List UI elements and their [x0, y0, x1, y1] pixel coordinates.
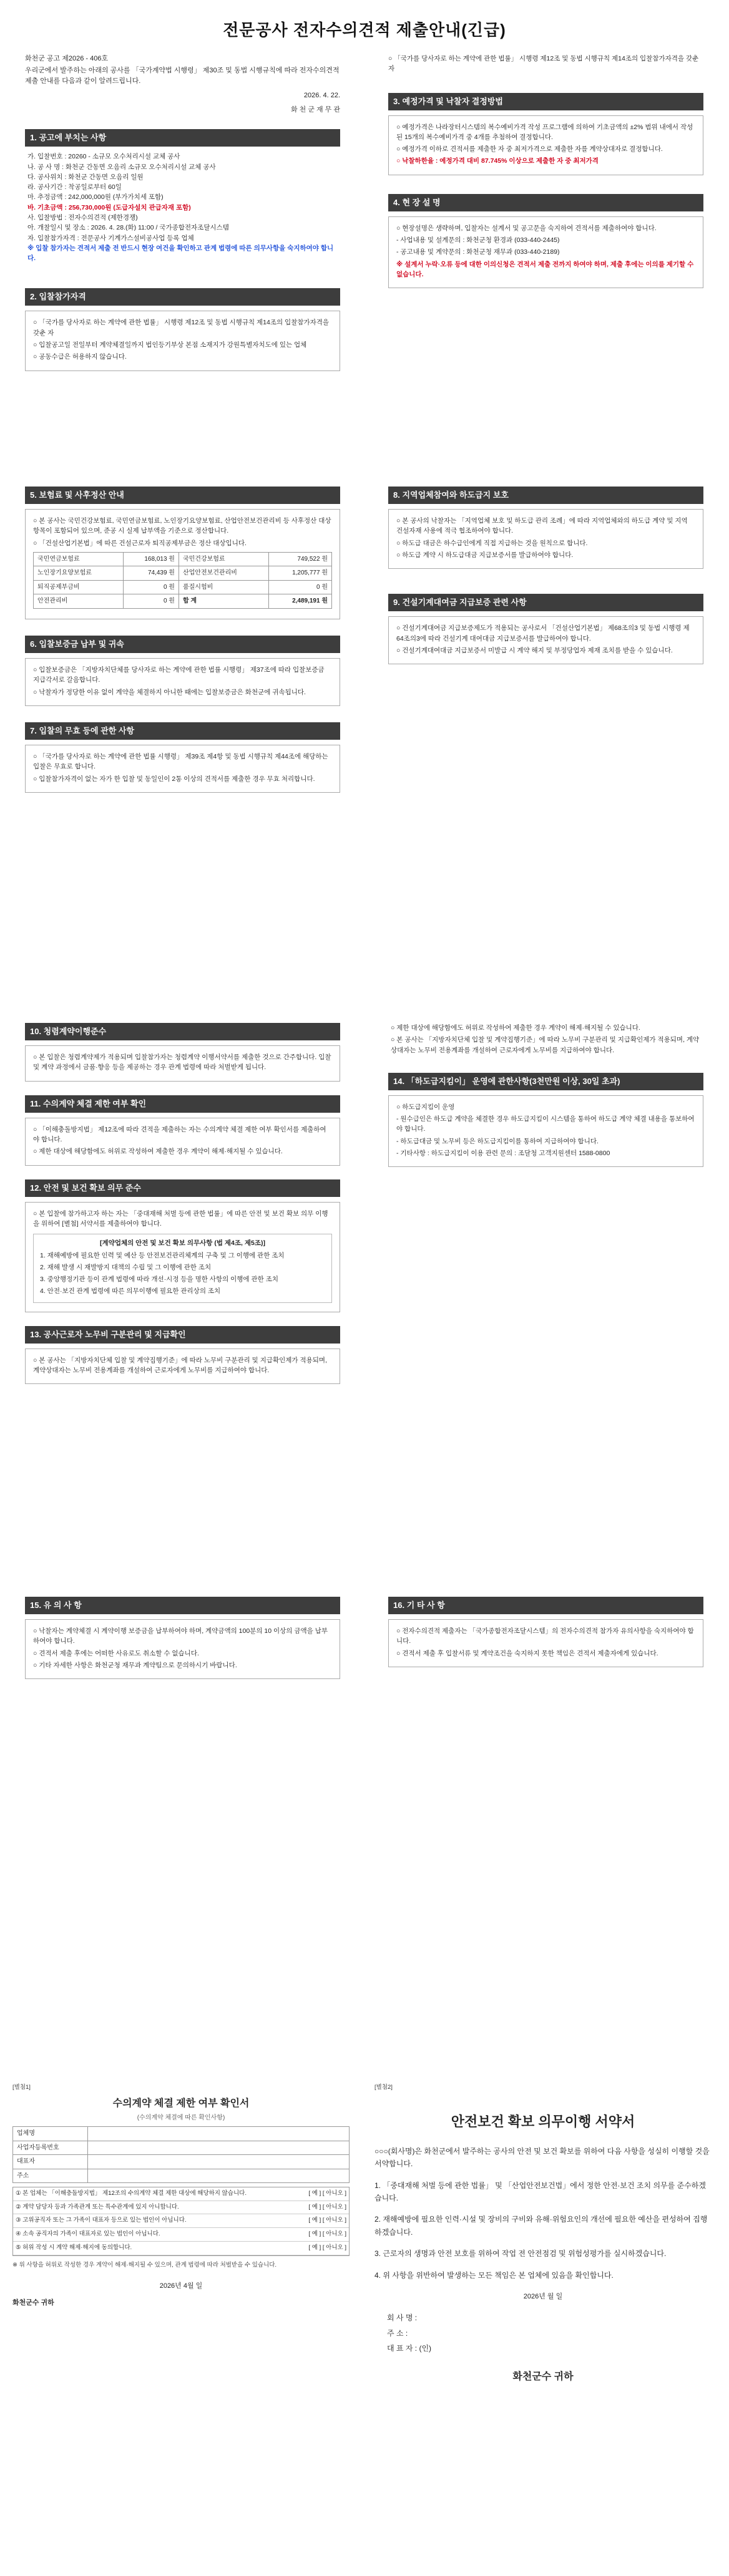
section-line: ○ 하도급 대금은 하수급인에게 직접 지급하는 것을 원칙으로 합니다. [396, 539, 588, 547]
left-column-top [25, 54, 340, 371]
section-line: ○ 제한 대상에 해당함에도 허위로 작성하여 제출한 경우 계약이 해제·해지될 수 있습니다. [33, 1148, 283, 1156]
section-line: ○ 낙찰자는 계약체결 시 계약이행 보증금을 납부하여야 하며, 계약금액의 100분의 10 이상의 금액을 납부하여야 합니다. [33, 1627, 328, 1645]
section-line: 라. 공사기간 : 착공일로부터 60일 [27, 183, 122, 191]
table-cell: 0 원 [124, 594, 179, 609]
table-row [13, 2169, 350, 2183]
section-line: ○ 공동수급은 허용하지 않습니다. [33, 353, 127, 361]
field-value[interactable] [88, 2169, 350, 2183]
duty-item: 1. 재해예방에 필요한 인력 및 예산 등 안전보건관리체계의 구축 및 그 이행에 관한 조치 [40, 1251, 285, 1259]
section-3 [388, 93, 703, 175]
section-8 [388, 487, 703, 569]
right-column-mid [388, 487, 703, 664]
section-body [388, 509, 703, 569]
section-body [388, 216, 703, 288]
pledge-recipient: 화천군수 귀하 [512, 2371, 574, 2382]
check-text: ③ 고위공직자 또는 그 가족이 대표자 등으로 있는 법인이 아닙니다. [16, 2217, 187, 2224]
section-continuation [388, 54, 703, 74]
right-column-page2-lower [388, 1597, 703, 1667]
section-line: ○ 본 공사는 「지방자치단체 입찰 및 계약집행기준」에 따라 노무비 구분관리 및 지급확인제가 적용되며, 계약상대자는 노무비 전용계좌를 개설하여 근로자에게 노무비를 지급하여야 합니다. [391, 1036, 700, 1054]
table-row [34, 566, 332, 581]
section-line: ○ 「국가를 당사자로 하는 계약에 관한 법률」 시행령 제12조 및 동법 시행규칙 제14조의 입찰참가자격을 갖춘 자 [33, 319, 330, 337]
yes-no-checkbox[interactable]: [ 예 ] [ 아니오 ] [308, 2230, 346, 2238]
section-line: ○ 낙찰자가 정당한 이유 없이 계약을 체결하지 아니한 때에는 입찰보증금은 화천군에 귀속됩니다. [33, 688, 306, 696]
yes-no-checkbox[interactable]: [ 예 ] [ 아니오 ] [308, 2203, 346, 2210]
section-6 [25, 636, 340, 706]
table-row [34, 594, 332, 609]
table-cell: 2,489,191 원 [269, 594, 332, 609]
section-heading: 15. 유 의 사 항 [25, 1597, 340, 1614]
section-heading: 14. 「하도급지킴이」 운영에 관한사항(3천만원 이상, 30일 초과) [388, 1073, 703, 1090]
section-line: ○ 전자수의견적 제출자는 「국가종합전자조달시스템」의 전자수의견적 참가자 유의사항을 숙지하여야 합니다. [396, 1627, 694, 1645]
section-line: ○ 「국가를 당사자로 하는 계약에 관한 법률」 시행령 제12조 및 동법 시행규칙 제14조의 입찰참가자격을 갖춘 자 [388, 55, 699, 73]
section-2 [25, 288, 340, 370]
field-label: 대표자 [13, 2155, 88, 2169]
table-cell: 168,013 원 [124, 552, 179, 566]
pledge-date: 2026년 월 일 [523, 2292, 563, 2300]
section-line: ○ 제한 대상에 해당함에도 허위로 작성하여 제출한 경우 계약이 해제·해지될 수 있습니다. [391, 1024, 640, 1032]
attachment-label: [별첨2] [374, 2084, 393, 2091]
attachment-1 [12, 2083, 350, 2308]
section-7 [25, 722, 340, 793]
table-cell: 합 계 [179, 594, 268, 609]
intro-issuer: 화 천 군 재 무 관 [290, 106, 340, 114]
section-heading: 6. 입찰보증금 납부 및 귀속 [25, 636, 340, 653]
duty-item: 3. 중앙행정기관 등이 관계 법령에 따라 개선·시정 등을 명한 사항의 이행에 관한 조치 [40, 1276, 278, 1284]
section-warning: ※ 설계서 누락·오류 등에 대한 이의신청은 견적서 제출 전까지 하여야 하며, 제출 후에는 이의를 제기할 수 없습니다. [396, 260, 694, 278]
table-row [34, 552, 332, 566]
form-recipient: 화천군수 귀하 [12, 2299, 54, 2307]
check-row [13, 2201, 349, 2215]
section-line: 바. 기초금액 : 256,730,000원 (도급자설치 관급자재 포함) [27, 203, 191, 211]
section-body [388, 616, 703, 664]
check-list [12, 2187, 350, 2256]
check-text: ⑤ 허위 작성 시 계약 해제·해지에 동의합니다. [16, 2244, 132, 2251]
section-line: 아. 개찰일시 및 장소 : 2026. 4. 28.(화) 11:00 / 국가종합전자조달시스템 [27, 224, 229, 232]
section-heading: 8. 지역업체참여와 하도급지 보호 [388, 487, 703, 504]
section-body [25, 1619, 340, 1679]
right-column-page2 [388, 1023, 703, 1167]
section-line: - 원수급인은 하도급 계약을 체결한 경우 하도급지킴이 시스템을 통하여 하도급 계약 체결 내용을 통보하여야 합니다. [396, 1115, 695, 1133]
table-row [13, 2141, 350, 2155]
table-cell: 749,522 원 [269, 552, 332, 566]
section-13 [25, 1326, 340, 1385]
table-cell: 74,439 원 [124, 566, 179, 581]
check-row [13, 2214, 349, 2228]
check-text: ① 본 업체는 「이해충돌방지법」 제12조의 수의계약 체결 제한 대상에 해당하지 않습니다. [16, 2190, 247, 2197]
duty-box [33, 1234, 332, 1302]
section-10 [25, 1023, 340, 1082]
field-label: 사업자등록번호 [13, 2141, 88, 2155]
section-line: ○ 입찰보증금은 「지방자치단체를 당사자로 하는 계약에 관한 법률 시행령」 제37조에 따라 입찰보증금 지급각서로 갈음합니다. [33, 666, 325, 684]
check-text: ④ 소속 공직자의 가족이 대표자로 있는 법인이 아닙니다. [16, 2230, 160, 2238]
section-15 [25, 1597, 340, 1679]
section-line: ○ 본 입찰은 청렴계약제가 적용되며 입찰참가자는 청렴계약 이행서약서를 제출한 것으로 간주합니다. 입찰 및 계약 과정에서 금품·향응 등을 제공하는 경우 관계 법령에 따라 처벌받게 됩니다. [33, 1053, 331, 1072]
section-line: ○ 본 공사의 낙찰자는 「지역업체 보호 및 하도급 관리 조례」에 따라 지역업체와의 하도급 계약 및 지역 건설자재 사용에 적극 협조하여야 합니다. [396, 517, 688, 535]
pledge-paragraph: 4. 위 사항을 위반하여 발생하는 모든 책임은 본 업체에 있음을 확인합니다. [374, 2270, 614, 2280]
field-value[interactable] [88, 2141, 350, 2155]
field-label: 업체명 [13, 2127, 88, 2141]
section-line: ○ 현장설명은 생략하며, 입찰자는 설계서 및 공고문을 숙지하여 견적서를 제출하여야 합니다. [396, 224, 657, 232]
section-line: ○ 입찰참가자격이 없는 자가 한 입찰 및 동일인이 2통 이상의 견적서를 제출한 경우 무효 처리합니다. [33, 775, 315, 783]
section-notice: ※ 입찰 참가자는 견적서 제출 전 반드시 현장 여건을 확인하고 관계 법령에 따른 의무사항을 숙지하여야 합니다. [27, 244, 334, 263]
section-line: ○ 견적서 제출 후 입찰서류 및 계약조건을 숙지하지 못한 책임은 견적서 제출자에게 있습니다. [396, 1649, 658, 1657]
section-line: ○ 「이해충돌방지법」 제12조에 따라 견적을 제출하는 자는 수의계약 체결 제한 여부 확인서를 제출하여야 합니다. [33, 1125, 326, 1144]
yes-no-checkbox[interactable]: [ 예 ] [ 아니오 ] [308, 2217, 346, 2224]
section-heading: 2. 입찰참가자격 [25, 288, 340, 306]
table-cell: 품질시험비 [179, 580, 268, 594]
table-cell: 국민건강보험료 [179, 552, 268, 566]
field-label: 주소 [13, 2169, 88, 2183]
section-line: ○ 견적서 제출 후에는 어떠한 사유로도 취소할 수 없습니다. [33, 1649, 199, 1657]
section-continuation [388, 1023, 703, 1055]
check-text: ② 계약 담당자 등과 가족관계 또는 특수관계에 있지 아니합니다. [16, 2203, 179, 2210]
intro-block [25, 54, 340, 115]
section-line: ○ 예정가격은 나라장터시스템의 복수예비가격 작성 프로그램에 의하여 기초금액의 ±2% 범위 내에서 작성된 15개의 복수예비가격 중 4개를 추첨하여 결정합니다. [396, 123, 693, 141]
section-body [388, 1619, 703, 1667]
section-heading: 10. 청렴계약이행준수 [25, 1023, 340, 1040]
section-line: 나. 공 사 명 : 화천군 간동면 오음리 소규모 오수처리시설 교체 공사 [27, 163, 216, 171]
section-line: ○ 본 공사는 국민건강보험료, 국민연금보험료, 노인장기요양보험료, 산업안전보건관리비 등 사후정산 대상 항목이 포함되어 있으며, 준공 시 실제 납부액을 기준으로 정산합니다. [33, 517, 331, 535]
intro-line: 우리군에서 발주하는 아래의 공사를 「국가계약법 시행령」 제30조 및 동법 시행규칙에 따라 전자수의견적 제출 안내를 다음과 같이 알려드립니다. [25, 67, 340, 85]
section-body [25, 1349, 340, 1385]
section-line: ○ 건설기계대여대금 지급보증서 미발급 시 계약 해지 및 부정당업자 제재 조치를 받을 수 있습니다. [396, 646, 673, 654]
table-row [13, 2127, 350, 2141]
table-cell: 산업안전보건관리비 [179, 566, 268, 581]
section-line: ○ 예정가격 이하로 견적서를 제출한 자 중 최저가격으로 제출한 자를 계약상대자로 결정합니다. [396, 145, 663, 153]
section-line: ○ 하도급 계약 시 하도급대금 지급보증서를 발급하여야 합니다. [396, 551, 574, 559]
section-heading: 3. 예정가격 및 낙찰자 결정방법 [388, 93, 703, 110]
table-row [34, 580, 332, 594]
section-heading: 9. 건설기계대여금 지급보증 관련 사항 [388, 594, 703, 611]
pledge-paragraph: 1. 「중대재해 처벌 등에 관한 법률」 및 「산업안전보건법」에서 정한 안전·보건 조치 의무를 준수하겠습니다. [374, 2181, 706, 2202]
check-row [13, 2228, 349, 2242]
document-title: 전문공사 전자수의견적 제출안내(긴급) [223, 21, 506, 39]
section-line: 자. 입찰참가자격 : 전문공사 기계가스설비공사업 등록 업체 [27, 234, 194, 242]
section-body [25, 1118, 340, 1166]
section-line: - 사업내용 및 설계문의 : 화천군청 환경과 (033-440-2445) [396, 236, 560, 245]
section-line: ○ 입찰공고일 전일부터 계약체결일까지 법인등기부상 본점 소재지가 강원특별자치도에 있는 업체 [33, 341, 307, 349]
intro-date: 2026. 4. 22. [303, 92, 340, 100]
right-column-top [388, 54, 703, 288]
duty-item: 4. 안전·보건 관계 법령에 따른 의무이행에 필요한 관리상의 조치 [40, 1287, 221, 1295]
section-line: 사. 입찰방법 : 전자수의견적 (제한경쟁) [27, 213, 138, 221]
left-column-page2 [25, 1023, 340, 1384]
section-heading: 11. 수의계약 체결 제한 여부 확인 [25, 1095, 340, 1113]
section-body [388, 115, 703, 175]
table-cell: 안전관리비 [34, 594, 124, 609]
section-heading: 16. 기 타 사 항 [388, 1597, 703, 1614]
section-line: 가. 입찰번호 : 20260 - 소규모 오수처리시설 교체 공사 [27, 153, 180, 161]
section-line: ○ 낙찰하한율 : 예정가격 대비 87.745% 이상으로 제출한 자 중 최저가격 [396, 157, 599, 165]
form-subtitle: (수의계약 체결에 따른 확인사항) [137, 2114, 225, 2121]
left-column-page2-lower [25, 1597, 340, 1679]
yes-no-checkbox[interactable]: [ 예 ] [ 아니오 ] [308, 2190, 346, 2197]
table-cell: 0 원 [269, 580, 332, 594]
section-body [25, 745, 340, 793]
sign-line: 회 사 명 : [387, 2313, 418, 2322]
section-line: - 기타사항 : 하도급지킴이 이용 관련 문의 : 조달청 고객지원센터 1588-0800 [396, 1150, 610, 1157]
section-11 [25, 1095, 340, 1166]
duty-box-title: [계약업체의 안전 및 보건 확보 의무사항 (법 제4조, 제5조)] [100, 1239, 265, 1247]
pledge-paragraph: 2. 재해예방에 필요한 인력·시설 및 장비의 구비와 유해·위험요인의 개선에 필요한 예산을 편성하여 집행하겠습니다. [374, 2215, 708, 2237]
section-heading: 13. 공사근로자 노무비 구분관리 및 지급확인 [25, 1326, 340, 1344]
duty-item: 2. 재해 발생 시 재발방지 대책의 수립 및 그 이행에 관한 조치 [40, 1263, 212, 1271]
section-16 [388, 1597, 703, 1667]
table-cell: 국민연금보험료 [34, 552, 124, 566]
insurance-table [33, 552, 332, 609]
left-column-mid [25, 487, 340, 793]
section-line: ○ 건설기계대여금 지급보증제도가 적용되는 공사로서 「건설산업기본법」 제68조의3 및 동법 시행령 제64조의3에 따라 건설기계 대여대금 지급보증서를 발급하여야 합니다. [396, 624, 690, 642]
section-line: ○ 「국가를 당사자로 하는 계약에 관한 법률 시행령」 제39조 제4항 및 동법 시행규칙 제44조에 해당하는 입찰은 무효로 합니다. [33, 753, 328, 771]
table-cell: 1,205,777 원 [269, 566, 332, 581]
section-line: - 공고내용 및 계약문의 : 화천군청 재무과 (033-440-2189) [396, 248, 560, 256]
section-4 [388, 194, 703, 288]
form-footnote: ※ 위 사항을 허위로 작성한 경우 계약이 해제·해지될 수 있으며, 관계 법령에 따라 처벌받을 수 있습니다. [12, 2261, 277, 2269]
section-heading: 4. 현 장 설 명 [388, 194, 703, 211]
pledge-title: 안전보건 확보 의무이행 서약서 [451, 2113, 635, 2129]
section-line: ○ 본 입찰에 참가하고자 하는 자는 「중대재해 처벌 등에 관한 법률」에 따른 안전 및 보건 확보 의무 이행을 위하여 [별첨] 서약서를 제출하여야 합니다. [33, 1209, 328, 1228]
attachment-label: [별첨1] [12, 2084, 31, 2091]
section-line: - 하도급대금 및 노무비 등은 하도급지킴이를 통하여 지급하여야 합니다. [396, 1137, 599, 1145]
section-line: 다. 공사위치 : 화천군 간동면 오음리 일원 [27, 173, 144, 181]
pledge-paragraph: 3. 근로자의 생명과 안전 보호를 위하여 작업 전 안전점검 및 위험성평가를 실시하겠습니다. [374, 2249, 667, 2259]
section-heading: 5. 보험료 및 사후정산 안내 [25, 487, 340, 504]
section-line: ○ 기타 자세한 사항은 화천군청 재무과 계약팀으로 문의하시기 바랍니다. [33, 1661, 237, 1669]
section-body [25, 1045, 340, 1082]
pledge-body [374, 2145, 712, 2282]
table-cell: 0 원 [124, 580, 179, 594]
section-12 [25, 1179, 340, 1312]
section-body [25, 658, 340, 706]
table-cell: 퇴직공제부금비 [34, 580, 124, 594]
section-line: 마. 추정금액 : 242,000,000원 (부가가치세 포함) [27, 193, 164, 201]
check-row [13, 2187, 349, 2201]
section-5 [25, 487, 340, 619]
section-14 [388, 1073, 703, 1167]
section-line: ○ 하도급지킴이 운영 [396, 1103, 455, 1111]
section-body [25, 1202, 340, 1312]
section-heading: 7. 입찰의 무효 등에 관한 사항 [25, 722, 340, 740]
pledge-paragraph: ○○○(회사명)은 화천군에서 발주하는 공사의 안전 및 보건 확보를 위하여 다음 사항을 성실히 이행할 것을 서약합니다. [374, 2146, 710, 2169]
section-heading: 1. 공고에 부치는 사항 [25, 129, 340, 147]
field-value[interactable] [88, 2127, 350, 2141]
section-body [25, 311, 340, 370]
pledge-sign-lines [374, 2312, 712, 2355]
attachment-2 [374, 2083, 712, 2385]
form-sign-date: 2026년 4월 일 [159, 2282, 203, 2290]
form-title: 수의계약 체결 제한 여부 확인서 [112, 2098, 250, 2109]
section-1 [25, 129, 340, 263]
check-row [13, 2242, 349, 2255]
section-9 [388, 594, 703, 664]
section-body [25, 509, 340, 619]
section-line: ○ 「건설산업기본법」에 따른 건설근로자 퇴직공제부금은 정산 대상입니다. [33, 539, 247, 547]
intro-line: 화천군 공고 제2026 - 406호 [25, 55, 109, 62]
form-fields-table [12, 2126, 350, 2183]
section-heading: 12. 안전 및 보건 확보 의무 준수 [25, 1179, 340, 1197]
table-row [13, 2155, 350, 2169]
field-value[interactable] [88, 2155, 350, 2169]
sign-line: 대 표 자 : (인) [387, 2344, 432, 2353]
yes-no-checkbox[interactable]: [ 예 ] [ 아니오 ] [308, 2244, 346, 2251]
sign-line: 주 소 : [387, 2328, 408, 2338]
section-line: ○ 본 공사는 「지방자치단체 입찰 및 계약집행기준」에 따라 노무비 구분관리 및 지급확인제가 적용되며, 계약상대자는 노무비 전용계좌를 개설하여 근로자에게 노무비를 지급하여야 합니다. [33, 1356, 327, 1375]
table-cell: 노인장기요양보험료 [34, 566, 124, 581]
section-body [25, 152, 340, 263]
section-body [388, 1095, 703, 1167]
